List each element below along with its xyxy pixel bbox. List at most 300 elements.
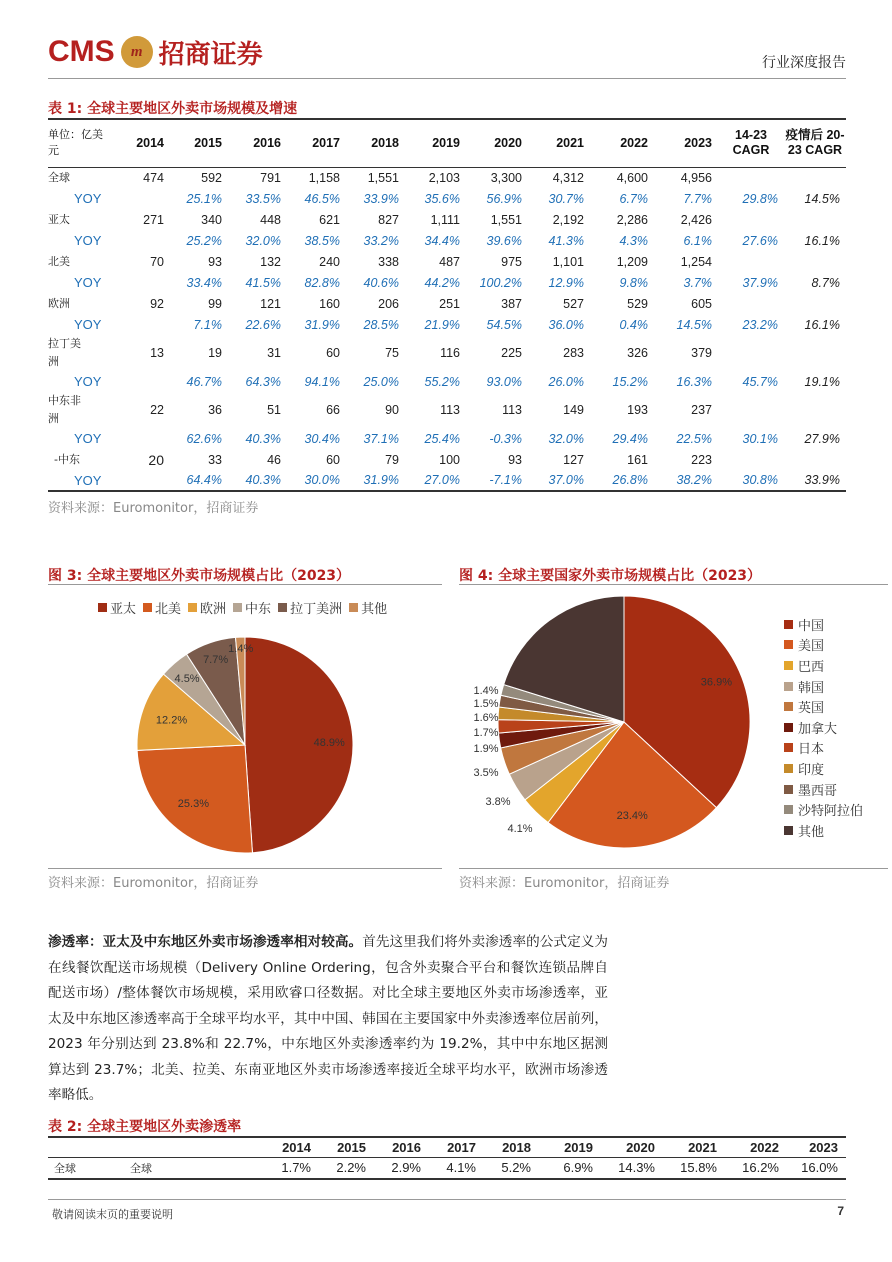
legend-label: 加拿大 bbox=[798, 721, 838, 737]
yoy-cell bbox=[112, 314, 170, 335]
legend-label: 中东 bbox=[245, 602, 272, 617]
legend-item bbox=[784, 635, 863, 656]
year-header: 2020 bbox=[494, 136, 522, 151]
yoy-cell: 38.5% bbox=[304, 233, 340, 248]
yoy-label: YOY bbox=[74, 233, 102, 248]
legend-item bbox=[784, 676, 863, 697]
value-cell: 5.2% bbox=[501, 1160, 531, 1176]
yoy-cell: 29.4% bbox=[612, 431, 648, 446]
value-cell: 2.2% bbox=[336, 1160, 366, 1176]
figure3-legend bbox=[98, 598, 394, 617]
cagr-header: 疫情后 20-23 CAGR bbox=[785, 128, 845, 158]
cagr-cell: 45.7% bbox=[742, 374, 778, 389]
legend-label: 日本 bbox=[798, 742, 825, 758]
value-cell: 100 bbox=[439, 452, 460, 467]
legend-item bbox=[784, 799, 863, 820]
table-row bbox=[48, 449, 846, 470]
value-cell: 1,101 bbox=[552, 254, 584, 269]
figure4-bottom-divider bbox=[459, 868, 888, 869]
region-cell: 全球 bbox=[130, 1161, 152, 1175]
table1-source: 资料来源：Euromonitor，招商证券 bbox=[48, 501, 259, 516]
yoy-cell: 33.4% bbox=[186, 275, 222, 290]
yoy-cell: 31.9% bbox=[304, 317, 340, 332]
yoy-cell: 22.5% bbox=[676, 431, 712, 446]
value-cell: 93 bbox=[208, 254, 222, 269]
yoy-cell: 94.1% bbox=[304, 374, 340, 389]
legend-item bbox=[349, 598, 387, 617]
legend-swatch bbox=[349, 603, 358, 612]
yoy-cell: 33.5% bbox=[245, 191, 281, 206]
value-cell: 14.3% bbox=[618, 1160, 655, 1176]
value-cell: 66 bbox=[326, 403, 340, 417]
yoy-cell: 3.7% bbox=[683, 275, 712, 290]
value-cell: 791 bbox=[260, 170, 281, 185]
value-cell: 51 bbox=[267, 403, 281, 417]
yoy-cell: 37.1% bbox=[363, 431, 399, 446]
yoy-row bbox=[48, 428, 846, 449]
penetration-paragraph bbox=[48, 930, 608, 1109]
cagr-cell: 27.9% bbox=[804, 431, 840, 446]
value-cell: 225 bbox=[501, 346, 522, 360]
value-cell: 338 bbox=[378, 254, 399, 269]
yoy-label: YOY bbox=[74, 275, 102, 290]
pie-data-label: 3.5% bbox=[473, 767, 499, 779]
legend-label: 墨西哥 bbox=[798, 783, 838, 799]
value-cell: 79 bbox=[385, 452, 399, 467]
value-cell: 2,192 bbox=[552, 212, 584, 227]
year-header: 2021 bbox=[688, 1139, 717, 1155]
region-label: 中东非洲 bbox=[48, 394, 81, 425]
legend-swatch bbox=[784, 620, 793, 629]
yoy-cell: 15.2% bbox=[612, 374, 648, 389]
table2-title: 表 2: 全球主要地区外卖渗透率 bbox=[48, 1119, 242, 1135]
yoy-row bbox=[48, 188, 846, 209]
value-cell: 1,551 bbox=[367, 170, 399, 185]
value-cell: 113 bbox=[440, 403, 460, 417]
cagr-cell: 33.9% bbox=[804, 473, 840, 487]
value-cell: 223 bbox=[691, 452, 712, 467]
value-cell: 621 bbox=[319, 212, 340, 227]
yoy-cell: 32.0% bbox=[245, 233, 281, 248]
pie-data-label: 36.9% bbox=[700, 676, 732, 689]
value-cell: 127 bbox=[563, 452, 584, 467]
year-header: 2015 bbox=[194, 136, 222, 151]
year-header: 2022 bbox=[750, 1139, 779, 1155]
legend-swatch bbox=[784, 743, 793, 752]
legend-swatch bbox=[98, 603, 107, 612]
value-cell: 46 bbox=[267, 452, 281, 467]
yoy-cell: 4.3% bbox=[619, 233, 648, 248]
pie-data-label: 1.4% bbox=[473, 685, 499, 697]
value-cell: 60 bbox=[326, 452, 340, 467]
legend-label: 英国 bbox=[798, 701, 825, 717]
legend-label: 巴西 bbox=[798, 659, 825, 675]
pie-data-label: 1.9% bbox=[473, 743, 499, 755]
value-cell: 6.9% bbox=[563, 1160, 593, 1176]
table-row bbox=[48, 251, 846, 272]
yoy-cell: 25.2% bbox=[186, 233, 222, 248]
pie-data-label: 4.1% bbox=[507, 823, 533, 835]
yoy-cell: 6.7% bbox=[619, 191, 648, 206]
value-cell: 70 bbox=[150, 254, 164, 269]
yoy-cell: 7.1% bbox=[193, 317, 222, 332]
figure3-bottom-divider bbox=[48, 868, 442, 869]
yoy-cell: 32.0% bbox=[548, 431, 584, 446]
year-header: 2020 bbox=[626, 1139, 655, 1155]
value-cell: 132 bbox=[260, 254, 281, 269]
yoy-label: YOY bbox=[74, 431, 102, 446]
value-cell: 90 bbox=[385, 403, 399, 417]
value-cell: 2,286 bbox=[616, 212, 648, 227]
value-cell: 16.2% bbox=[742, 1160, 779, 1176]
figure3-divider bbox=[48, 584, 442, 585]
value-cell: 206 bbox=[378, 296, 399, 311]
legend-swatch bbox=[784, 682, 793, 691]
header-divider bbox=[48, 78, 846, 79]
legend-item bbox=[233, 598, 271, 617]
yoy-cell bbox=[112, 470, 170, 491]
yoy-cell: 93.0% bbox=[486, 374, 522, 389]
yoy-cell: 36.0% bbox=[548, 317, 584, 332]
value-cell: 22 bbox=[150, 403, 164, 417]
yoy-cell: 44.2% bbox=[424, 275, 460, 290]
yoy-cell: 21.9% bbox=[424, 317, 460, 332]
value-cell: 116 bbox=[440, 346, 460, 360]
pie-data-label: 1.7% bbox=[473, 727, 499, 739]
figure4-source: 资料来源：Euromonitor，招商证券 bbox=[459, 876, 670, 891]
legend-item bbox=[784, 820, 863, 841]
region-label: 欧洲 bbox=[48, 296, 70, 310]
value-cell: 237 bbox=[691, 403, 712, 417]
page-number: 7 bbox=[837, 1204, 844, 1218]
market-size-table bbox=[48, 118, 846, 492]
yoy-cell: 39.6% bbox=[486, 233, 522, 248]
legend-label: 欧洲 bbox=[200, 602, 227, 617]
value-cell: 2,426 bbox=[680, 212, 712, 227]
value-cell: 4,600 bbox=[616, 170, 648, 185]
yoy-row bbox=[48, 272, 846, 293]
pie-data-label: 48.9% bbox=[313, 737, 345, 750]
yoy-cell: 56.9% bbox=[486, 191, 522, 206]
yoy-cell: 22.6% bbox=[245, 317, 281, 332]
legend-item bbox=[98, 598, 136, 617]
value-cell: 1,158 bbox=[308, 170, 340, 185]
value-cell: 2.9% bbox=[391, 1160, 421, 1176]
year-header: 2018 bbox=[371, 136, 399, 151]
yoy-row bbox=[48, 230, 846, 251]
yoy-row bbox=[48, 371, 846, 392]
legend-swatch bbox=[143, 603, 152, 612]
legend-label: 中国 bbox=[798, 618, 825, 634]
logo-seal-icon: m bbox=[121, 36, 153, 68]
value-cell: 529 bbox=[627, 296, 648, 311]
value-cell: 161 bbox=[627, 452, 648, 467]
region-label: 亚太 bbox=[48, 212, 70, 226]
pie-data-label: 4.5% bbox=[174, 673, 200, 686]
value-cell: 251 bbox=[439, 296, 460, 311]
region-label: -中东 bbox=[54, 452, 80, 466]
cagr-cell: 8.7% bbox=[811, 275, 840, 290]
value-cell: 93 bbox=[508, 452, 522, 467]
yoy-cell: -7.1% bbox=[489, 473, 522, 487]
yoy-cell: 37.0% bbox=[548, 473, 584, 487]
value-cell: 13 bbox=[150, 346, 164, 360]
pie-data-label: 12.2% bbox=[155, 714, 188, 727]
region-label: 拉丁美洲 bbox=[48, 337, 81, 368]
footer-notice: 敬请阅读末页的重要说明 bbox=[52, 1208, 173, 1221]
yoy-cell: 26.0% bbox=[548, 374, 584, 389]
cagr-cell: 14.5% bbox=[804, 191, 840, 206]
penetration-table bbox=[48, 1136, 846, 1180]
cagr-cell: 37.9% bbox=[742, 275, 778, 290]
yoy-label: YOY bbox=[74, 191, 102, 206]
legend-label: 亚太 bbox=[110, 602, 137, 617]
yoy-cell bbox=[112, 428, 170, 449]
year-header: 2014 bbox=[282, 1139, 311, 1155]
value-cell: 1.7% bbox=[281, 1160, 311, 1176]
yoy-cell: 9.8% bbox=[619, 275, 648, 290]
table-row bbox=[48, 1157, 846, 1179]
unit-label: 单位：亿美元 bbox=[48, 128, 103, 158]
yoy-cell: 40.3% bbox=[245, 431, 281, 446]
table-row bbox=[48, 293, 846, 314]
legend-swatch bbox=[188, 603, 197, 612]
figure4-divider bbox=[459, 584, 888, 585]
legend-item bbox=[784, 758, 863, 779]
yoy-cell: 7.7% bbox=[683, 191, 712, 206]
table1-header-row bbox=[48, 119, 846, 167]
legend-swatch bbox=[784, 723, 793, 732]
figure3-pie-chart bbox=[120, 620, 380, 860]
yoy-cell: 46.7% bbox=[186, 374, 222, 389]
value-cell: 1,551 bbox=[490, 212, 522, 227]
yoy-cell: 25.4% bbox=[424, 431, 460, 446]
yoy-cell: 26.8% bbox=[612, 473, 648, 487]
figure4-pie-chart bbox=[460, 590, 780, 860]
yoy-cell: 33.2% bbox=[363, 233, 399, 248]
yoy-cell: 0.4% bbox=[619, 317, 648, 332]
year-header: 2023 bbox=[809, 1139, 838, 1155]
year-header: 2016 bbox=[253, 136, 281, 151]
year-header: 2021 bbox=[556, 136, 584, 151]
yoy-cell: 6.1% bbox=[683, 233, 712, 248]
yoy-cell: 25.1% bbox=[186, 191, 222, 206]
yoy-cell bbox=[112, 371, 170, 392]
value-cell: 240 bbox=[319, 254, 340, 269]
yoy-cell: 100.2% bbox=[479, 275, 522, 290]
footer-divider bbox=[48, 1199, 846, 1200]
logo-latin: CMS bbox=[48, 35, 115, 68]
pie-data-label: 3.8% bbox=[485, 796, 511, 808]
yoy-cell: 64.3% bbox=[245, 374, 281, 389]
legend-item bbox=[784, 614, 863, 635]
value-cell: 60 bbox=[326, 346, 340, 360]
cagr-cell: 30.1% bbox=[742, 431, 778, 446]
yoy-cell: 62.6% bbox=[186, 431, 222, 446]
legend-label: 沙特阿拉伯 bbox=[798, 804, 864, 820]
report-type: 行业深度报告 bbox=[762, 55, 846, 71]
yoy-cell: 41.5% bbox=[245, 275, 281, 290]
year-header: 2019 bbox=[564, 1139, 593, 1155]
legend-swatch bbox=[233, 603, 242, 612]
yoy-cell: 34.4% bbox=[424, 233, 460, 248]
pie-data-label: 1.4% bbox=[228, 642, 254, 655]
year-header: 2023 bbox=[684, 136, 712, 151]
legend-swatch bbox=[784, 640, 793, 649]
legend-swatch bbox=[784, 805, 793, 814]
year-header: 2017 bbox=[447, 1139, 476, 1155]
value-cell: 379 bbox=[691, 346, 712, 360]
yoy-cell: 64.4% bbox=[186, 473, 222, 487]
figure3-source: 资料来源：Euromonitor，招商证券 bbox=[48, 876, 259, 891]
year-header: 2016 bbox=[392, 1139, 421, 1155]
yoy-label: YOY bbox=[74, 374, 102, 389]
pie-data-label: 23.4% bbox=[616, 809, 648, 822]
yoy-cell: 27.0% bbox=[424, 473, 460, 487]
cagr-cell: 16.1% bbox=[804, 233, 840, 248]
value-cell: 827 bbox=[378, 212, 399, 227]
cagr-cell: 16.1% bbox=[804, 317, 840, 332]
cagr-cell: 29.8% bbox=[742, 191, 778, 206]
value-cell: 527 bbox=[563, 296, 584, 311]
legend-label: 美国 bbox=[798, 639, 825, 655]
value-cell: 36 bbox=[208, 403, 222, 417]
value-cell: 1,111 bbox=[430, 212, 460, 227]
legend-swatch bbox=[784, 785, 793, 794]
value-cell: 326 bbox=[627, 346, 648, 360]
company-logo bbox=[48, 34, 263, 70]
year-header: 2017 bbox=[312, 136, 340, 151]
value-cell: 605 bbox=[691, 296, 712, 311]
value-cell: 20 bbox=[148, 451, 164, 468]
legend-label: 北美 bbox=[155, 602, 182, 617]
legend-label: 拉丁美洲 bbox=[290, 602, 343, 617]
yoy-label: YOY bbox=[74, 472, 102, 488]
value-cell: 75 bbox=[385, 346, 399, 360]
value-cell: 92 bbox=[150, 296, 164, 311]
value-cell: 4,956 bbox=[680, 170, 712, 185]
legend-label: 其他 bbox=[798, 824, 825, 840]
legend-item bbox=[784, 717, 863, 738]
yoy-cell: 82.8% bbox=[304, 275, 340, 290]
value-cell: 2,103 bbox=[428, 170, 460, 185]
value-cell: 4,312 bbox=[552, 170, 584, 185]
cagr-cell: 23.2% bbox=[742, 317, 778, 332]
region-label: 北美 bbox=[48, 254, 70, 268]
value-cell: 975 bbox=[501, 254, 522, 269]
yoy-cell: 31.9% bbox=[363, 473, 399, 487]
value-cell: 160 bbox=[319, 296, 340, 311]
yoy-row bbox=[48, 470, 846, 491]
value-cell: 271 bbox=[143, 212, 164, 227]
region-cell: 全球 bbox=[54, 1161, 76, 1175]
yoy-cell: 40.6% bbox=[363, 275, 399, 290]
yoy-cell: 46.5% bbox=[304, 191, 340, 206]
figure4-title: 图 4: 全球主要国家外卖市场规模占比（2023） bbox=[459, 568, 762, 584]
year-header: 2015 bbox=[337, 1139, 366, 1155]
figure4-legend bbox=[784, 614, 863, 841]
legend-item bbox=[784, 738, 863, 759]
yoy-cell: 55.2% bbox=[424, 374, 460, 389]
table-row bbox=[48, 335, 846, 371]
value-cell: 15.8% bbox=[680, 1160, 717, 1176]
legend-item bbox=[278, 598, 342, 617]
year-header: 2019 bbox=[432, 136, 460, 151]
paragraph-body: 首先这里我们将外卖渗透率的公式定义为在线餐饮配送市场规模（Delivery Online Ordering，包含外卖聚合平台和餐饮连锁品牌自配送市场）/整体餐饮市场规模，采用欧睿口径数据。对比全球主要地区外卖市场渗透率，亚太及中东地区渗透率高于全球平均水平，其中中国、韩国在主要国家中外卖渗透率位居前列，2023 年分别达到 23.8%和 22.7%，中东地区外卖渗透率约为 19.2%，其中中东地区据测算达到 23.7%；北美、拉美、东南亚地区外卖市场渗透率接近全球平均水平，欧洲市场渗透率略低。 bbox=[48, 934, 609, 1103]
yoy-cell: 54.5% bbox=[486, 317, 522, 332]
yoy-cell: 25.0% bbox=[363, 374, 399, 389]
value-cell: 19 bbox=[208, 346, 222, 360]
pie-data-label: 1.5% bbox=[473, 698, 499, 710]
yoy-cell: 38.2% bbox=[676, 473, 712, 487]
value-cell: 283 bbox=[563, 346, 584, 360]
legend-label: 韩国 bbox=[798, 680, 825, 696]
legend-swatch bbox=[784, 661, 793, 670]
cagr-header: 14-23 CAGR bbox=[732, 128, 770, 158]
yoy-cell: -0.3% bbox=[489, 431, 522, 446]
cagr-cell: 30.8% bbox=[742, 473, 778, 487]
value-cell: 16.0% bbox=[801, 1160, 838, 1176]
value-cell: 1,254 bbox=[680, 254, 712, 269]
yoy-cell bbox=[112, 188, 170, 209]
yoy-cell: 16.3% bbox=[676, 374, 712, 389]
year-header: 2018 bbox=[502, 1139, 531, 1155]
pie-data-label: 25.3% bbox=[177, 798, 209, 811]
yoy-cell: 40.3% bbox=[245, 473, 281, 487]
yoy-label: YOY bbox=[74, 317, 102, 332]
yoy-cell: 14.5% bbox=[676, 317, 712, 332]
legend-swatch bbox=[278, 603, 287, 612]
value-cell: 3,300 bbox=[490, 170, 522, 185]
value-cell: 340 bbox=[201, 212, 222, 227]
value-cell: 448 bbox=[260, 212, 281, 227]
table1-title: 表 1: 全球主要地区外卖市场规模及增速 bbox=[48, 101, 298, 117]
cagr-cell: 19.1% bbox=[804, 374, 840, 389]
value-cell: 1,209 bbox=[616, 254, 648, 269]
value-cell: 113 bbox=[502, 403, 522, 417]
value-cell: 99 bbox=[208, 296, 222, 311]
yoy-cell bbox=[112, 230, 170, 251]
region-label: 全球 bbox=[48, 170, 70, 184]
value-cell: 4.1% bbox=[446, 1160, 476, 1176]
value-cell: 149 bbox=[563, 403, 584, 417]
value-cell: 487 bbox=[439, 254, 460, 269]
paragraph-lead: 渗透率：亚太及中东地区外卖市场渗透率相对较高。 bbox=[48, 934, 363, 950]
table2-header-row bbox=[48, 1137, 846, 1157]
yoy-cell bbox=[112, 272, 170, 293]
table-row bbox=[48, 392, 846, 428]
yoy-cell: 35.6% bbox=[424, 191, 460, 206]
value-cell: 121 bbox=[260, 296, 281, 311]
legend-item bbox=[784, 655, 863, 676]
value-cell: 193 bbox=[627, 403, 648, 417]
year-header: 2022 bbox=[620, 136, 648, 151]
yoy-cell: 28.5% bbox=[363, 317, 399, 332]
legend-item bbox=[784, 696, 863, 717]
yoy-cell: 41.3% bbox=[548, 233, 584, 248]
legend-item bbox=[188, 598, 226, 617]
yoy-cell: 12.9% bbox=[548, 275, 584, 290]
yoy-cell: 30.4% bbox=[304, 431, 340, 446]
pie-data-label: 7.7% bbox=[203, 654, 229, 667]
legend-label: 其他 bbox=[361, 602, 388, 617]
value-cell: 592 bbox=[201, 170, 222, 185]
yoy-cell: 30.0% bbox=[304, 473, 340, 487]
pie-data-label: 1.6% bbox=[473, 712, 499, 724]
value-cell: 474 bbox=[143, 170, 164, 185]
cagr-cell: 27.6% bbox=[742, 233, 778, 248]
value-cell: 31 bbox=[267, 346, 281, 360]
